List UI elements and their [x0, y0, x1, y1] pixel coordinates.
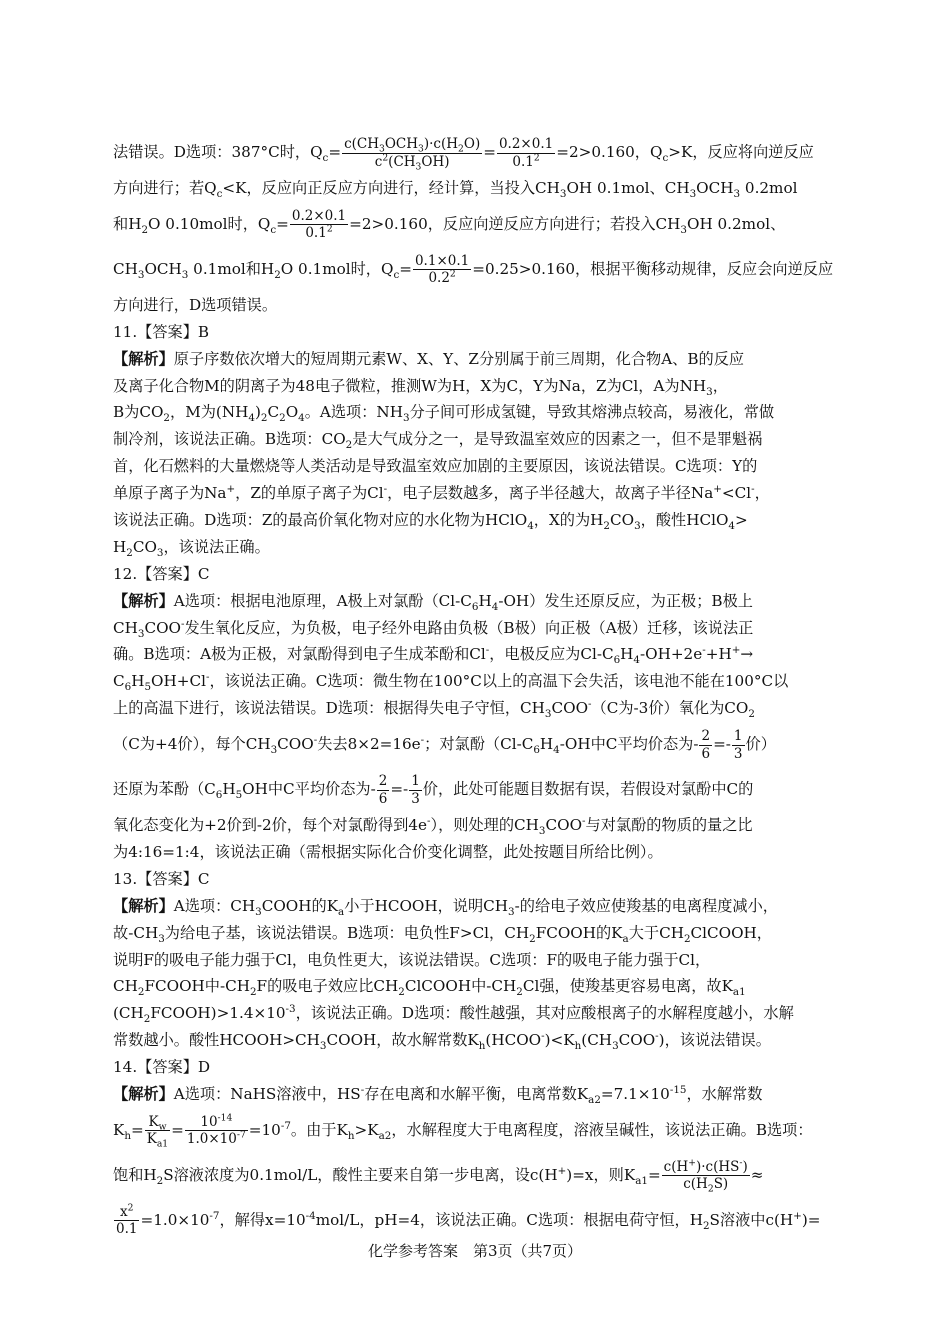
text-line: 饱和$H_2S$溶液浓度为0.1mol/L，酸性主要来自第一步电离，设c(H+)=x，则$K_{a1}=$ $\frac{c(H^+)\cdot c(HS^-)}{c(H_2S)}$ ≈	[113, 1157, 764, 1196]
text-line: 方向进行，D选项错误。	[113, 295, 278, 314]
text-line: 制冷剂，该说法正确。B选项：$CO_2$是大气成分之一，是导致温室效应的因素之一，但不是罪魁祸	[113, 430, 763, 452]
text-line: 14.【答案】D	[113, 1058, 211, 1077]
text-line: 【解析】A选项：NaHS溶液中，HS-存在电离和水解平衡，电离常数$K_{a2}=7.1\times 10^{-15}$，水解常数	[113, 1083, 763, 1107]
text-line: 还原为苯酚（$C_6H_5OH$中C平均价态为- $\frac{2}{6}$ =- $\frac{1}{3}$ 价，此处可能题目数据有误，若假设对氯酚中C的	[113, 773, 754, 807]
text-line: $CH_3OCH_3$ 0.1mol和$H_2O$ 0.1mol时，$Q_c=$ $\frac{0.1\times 0.1}{0.2^2}$ =0.25>0.160，根据平衡移动规律，反应会向逆反应	[113, 253, 834, 287]
text-line: 上的高温下进行，该说法错误。D选项：根据得失电子守恒，$CH_3COO^-(C$为-3价）氧化为$CO_2$	[113, 698, 755, 721]
text-line: 单原子离子为Na+，Z的单原子离子为Cl-，电子层数越多，离子半径越大，故离子半径Na+<Cl-，	[113, 483, 770, 503]
text-line: 说明F的吸电子能力强于Cl，电负性更大，该说法错误。C选项：F的吸电子能力强于Cl，	[113, 950, 711, 969]
text-line: $\frac{x^2}{0.1}$ $=1.0\times 10^{-7}$，解得$x=10^{-4}mol/L$，pH=4，该说法正确。C选项：根据电荷守恒，$H_2S$溶液中c(H+)=	[116, 1202, 821, 1238]
text-line: 为4:16=1:4，该说法正确（需根据实际化合价变化调整，此处按题目所给比例）。	[113, 843, 663, 862]
text-line: 13.【答案】C	[113, 869, 210, 888]
text-line: 故$-CH_3$为给电子基，该说法错误。B选项：电负性F>Cl，$CH_2FCOOH$的$K_a$大于$CH_2ClCOOH$，	[113, 923, 772, 945]
text-line: $H_2CO_3$，该说法正确。	[113, 537, 270, 559]
text-line: 常数越小。酸性$HCOOH>CH_3COOH$，故水解常数$K_h(HCOO^-)<K_h(CH_3COO^-)$，该说法错误。	[113, 1030, 771, 1053]
text-line: （C为+4价），每个$CH_3COO^-$失去8×2=16e-；对氯酚（$Cl-C_6H_4-OH$中C平均价态为- $\frac{2}{6}$ =- $\frac{1}{3}$ 价）	[113, 728, 776, 762]
text-line: 方向进行；若$Q_c<K$，反应向正反应方向进行，经计算，当投入$CH_3OH$ 0.1mol、$CH_3OCH_3$ 0.2mol	[113, 179, 798, 201]
text-line: 【解析】原子序数依次增大的短周期元素W、X、Y、Z分别属于前三周期，化合物A、B的反应	[113, 349, 745, 368]
text-line: 及离子化合物M的阴离子为48电子微粒，推测W为H，X为C，Y为Na，Z为Cl，A为$NH_3$，	[113, 376, 728, 398]
text-line: 法错误。D选项：387°C时，$Q_c=$ $c(CH_3OCH_3)\cdot c(H_2O)$ $c^2(CH_3OH)$ = $\frac{0.2\times 0.1}{0.1^2}$ =2>0.160，$Q_c>K$，反应将向逆反应	[113, 136, 814, 173]
text-line: 11.【答案】B	[113, 322, 210, 341]
page-footer: 化学参考答案 第3页（共7页）	[367, 1242, 583, 1260]
text-line: $CH_2FCOOH$中$-CH_2F$的吸电子效应比$CH_2ClCOOH$中$-CH_2Cl$强，使羧基更容易电离，故$K_{a1}$	[113, 977, 746, 999]
text-line: $C_6H_5OH+Cl^-$，该说法正确。C选项：微生物在100°C以上的高温下会失活，该电池不能在100°C以	[113, 671, 789, 694]
answer-explanation-body	[113, 130, 838, 1243]
text-line: 12.【答案】C	[113, 564, 210, 583]
text-line: 该说法正确。D选项：Z的最高价氧化物对应的水化物为HClO$_4$，X的为$H_2CO_3$，酸性HClO$_4$>	[113, 511, 748, 533]
text-line: 和$H_2O$ 0.10mol时，$Q_c=$ $\frac{0.2\times 0.1}{0.1^2}$ =2>0.160，反应向逆反应方向进行；若投入$CH_3OH$ 0.2mol、	[113, 208, 786, 242]
text-line: 氧化态变化为+2价到-2价，每个对氯酚得到4e-），则处理的$CH_3COO^-$与对氯酚的物质的量之比	[113, 815, 753, 838]
text-line: B为$CO_2$，M为$(NH_4)_2C_2O_4$。A选项：$NH_3$分子间可形成氢键，导致其熔沸点较高，易液化，常做	[113, 403, 775, 425]
text-line: 首，化石燃料的大量燃烧等人类活动是导致温室效应加剧的主要原因，该说法错误。C选项：Y的	[113, 457, 758, 476]
text-line: $K_h=$ $\frac{K_w}{K_{a1}}$ = $\frac{10^{-14}}{1.0\times 10^{-7}}$ $=10^{-7}$。由于$K_h>K_{a2}$，水解程度大于电离程度，溶液呈碱性，该说法正确。B选项：	[113, 1112, 813, 1151]
text-line: $(CH_2FCOOH)>1.4\times 10^{-3}$，该说法正确。D选项：酸性越强，其对应酸根离子的水解程度越小，水解	[113, 1003, 794, 1026]
text-line: $CH_3COO^-$发生氧化反应，为负极，电子经外电路由负极（B极）向正极（A极）迁移，该说法正	[113, 617, 754, 640]
text-line: 确。B选项：A极为正极，对氯酚得到电子生成苯酚和Cl-，电极反应为$Cl-C_6H_4-OH+2e^-+H^+\to$	[113, 644, 754, 667]
text-line: 【解析】A选项：根据电池原理，A极上对氯酚$(Cl-C_6H_4-OH)$发生还原反应，为正极；B极上	[113, 591, 753, 613]
text-line: 【解析】A选项：$CH_3COOH$的$K_a$小于HCOOH，说明$CH_3-$的给电子效应使羧基的电离程度减小，	[113, 896, 778, 918]
